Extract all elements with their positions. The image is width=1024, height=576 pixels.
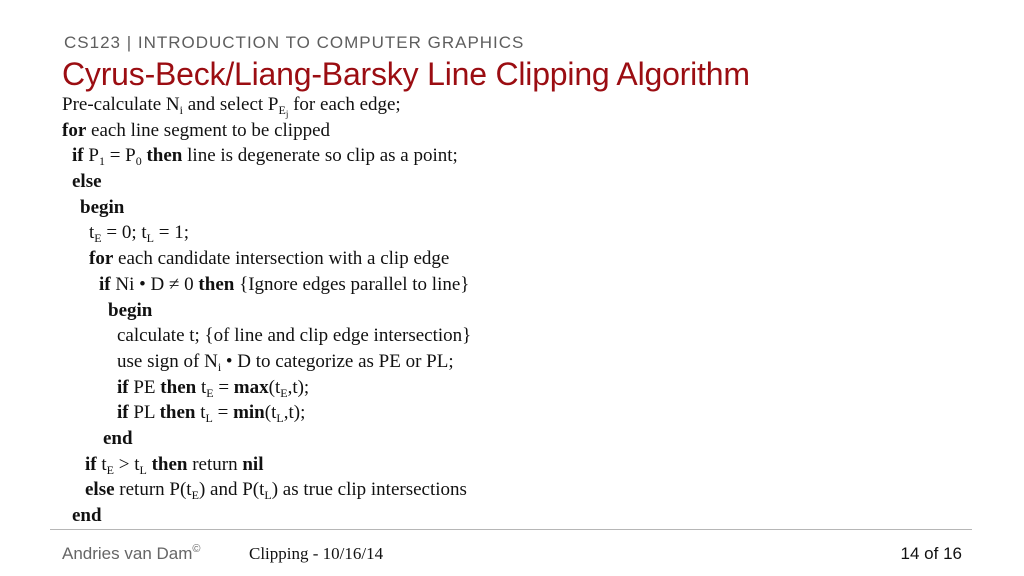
slide-title: Cyrus-Beck/Liang-Barsky Line Clipping Algorithm: [62, 56, 750, 92]
code-line: if PL then $t_L = \min(t_L,t)$;: [117, 402, 306, 426]
code-line: begin: [108, 299, 153, 321]
course-label: CS123 | INTRODUCTION TO COMPUTER GRAPHICS: [64, 33, 525, 52]
code-line: calculate t; {of line and clip edge intersection}: [117, 325, 472, 347]
page-number: 14 of 16: [900, 544, 962, 563]
footer-divider: [50, 529, 972, 530]
code-line: if PE then $t_E = \max(t_E,t)$;: [117, 376, 310, 400]
footer-lecture: Clipping - 10/16/14: [249, 544, 384, 563]
code-line: if $t_E > t_L$ then return nil: [85, 453, 264, 477]
copyright-mark: ©: [192, 543, 201, 555]
code-line: Pre-calculate $N_i$ and select $P_{E_j}$ for each edge;: [62, 94, 401, 119]
code-line: begin: [80, 196, 125, 218]
code-line: if Ni • D ≠ 0 then {Ignore edges parallel to line}: [99, 273, 470, 295]
code-line: end: [103, 427, 133, 449]
code-line: use sign of $N_i$ • D to categorize as PE or PL;: [117, 350, 454, 374]
pseudocode-block: [62, 92, 471, 529]
code-line: for each line segment to be clipped: [62, 119, 331, 141]
code-line: else return $P(t_E)$ and $P(t_L)$ as true clip intersections: [85, 479, 467, 503]
footer-author: Andries van Dam©: [62, 543, 201, 563]
code-line: else: [72, 171, 102, 193]
code-line: end: [72, 505, 102, 526]
code-line: $t_E = 0$; $t_L = 1$;: [89, 222, 189, 246]
code-line: for each candidate intersection with a clip edge: [89, 248, 450, 270]
code-line: if $P_1 = P_0$ then line is degenerate so clip as a point;: [72, 145, 458, 169]
